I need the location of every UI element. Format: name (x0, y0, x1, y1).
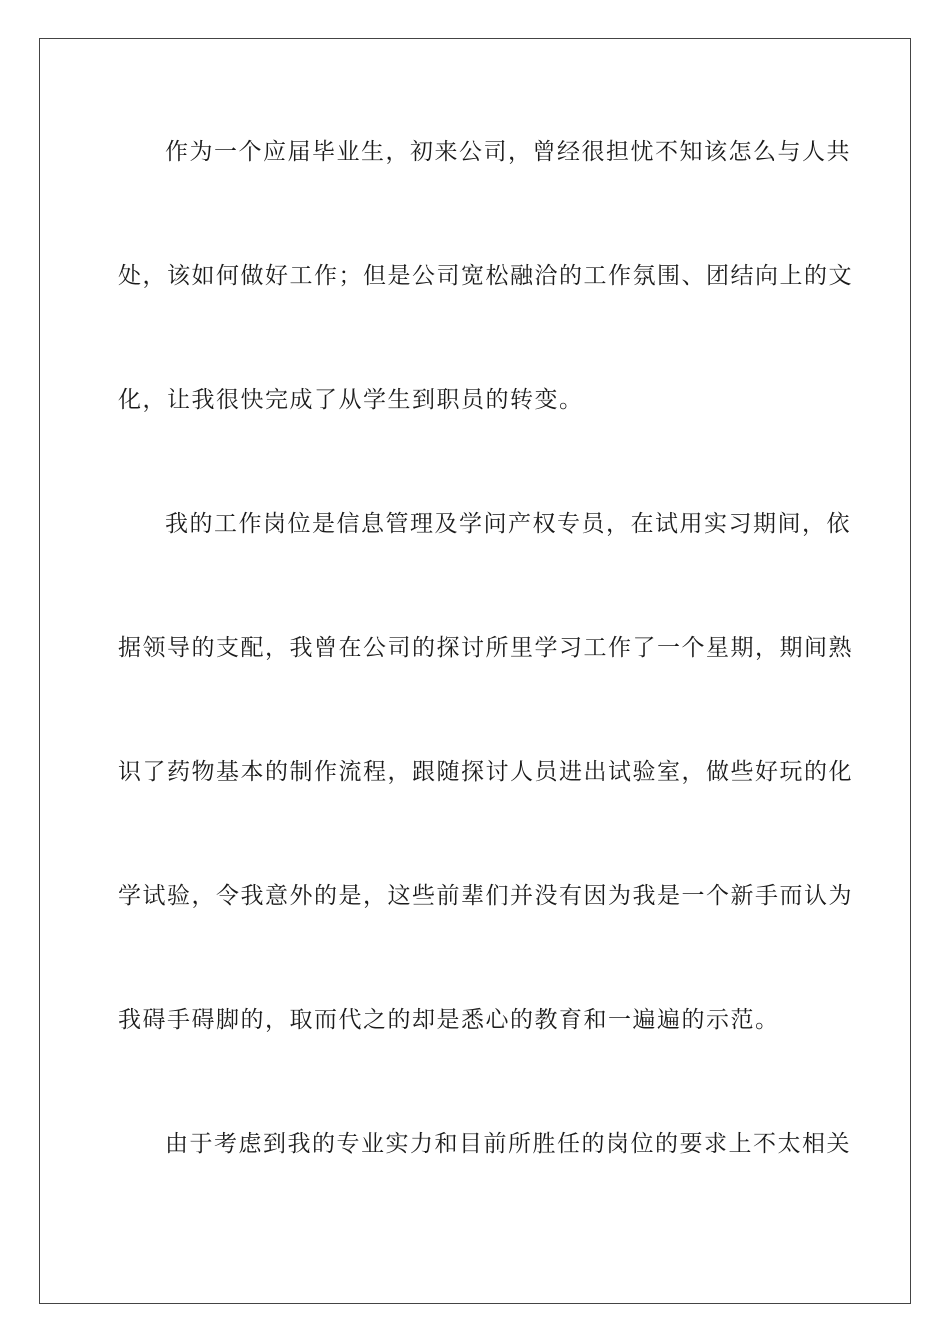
page-border (39, 38, 911, 1304)
text-line: 处，该如何做好工作；但是公司宽松融洽的工作氛围、团结向上的文 (118, 263, 853, 289)
text-line: 由于考虑到我的专业实力和目前所胜任的岗位的要求上不太相关 (165, 1131, 851, 1157)
text-line: 我碍手碍脚的，取而代之的却是悉心的教育和一遍遍的示范。 (118, 1007, 780, 1033)
text-line: 我的工作岗位是信息管理及学问产权专员，在试用实习期间，依 (165, 511, 851, 537)
text-line: 学试验，令我意外的是，这些前辈们并没有因为我是一个新手而认为 (118, 883, 853, 909)
text-line: 据领导的支配，我曾在公司的探讨所里学习工作了一个星期，期间熟 (118, 635, 853, 661)
text-line: 化，让我很快完成了从学生到职员的转变。 (118, 387, 584, 413)
text-line: 作为一个应届毕业生，初来公司，曾经很担忧不知该怎么与人共 (165, 139, 851, 165)
text-line: 识了药物基本的制作流程，跟随探讨人员进出试验室，做些好玩的化 (118, 759, 853, 785)
